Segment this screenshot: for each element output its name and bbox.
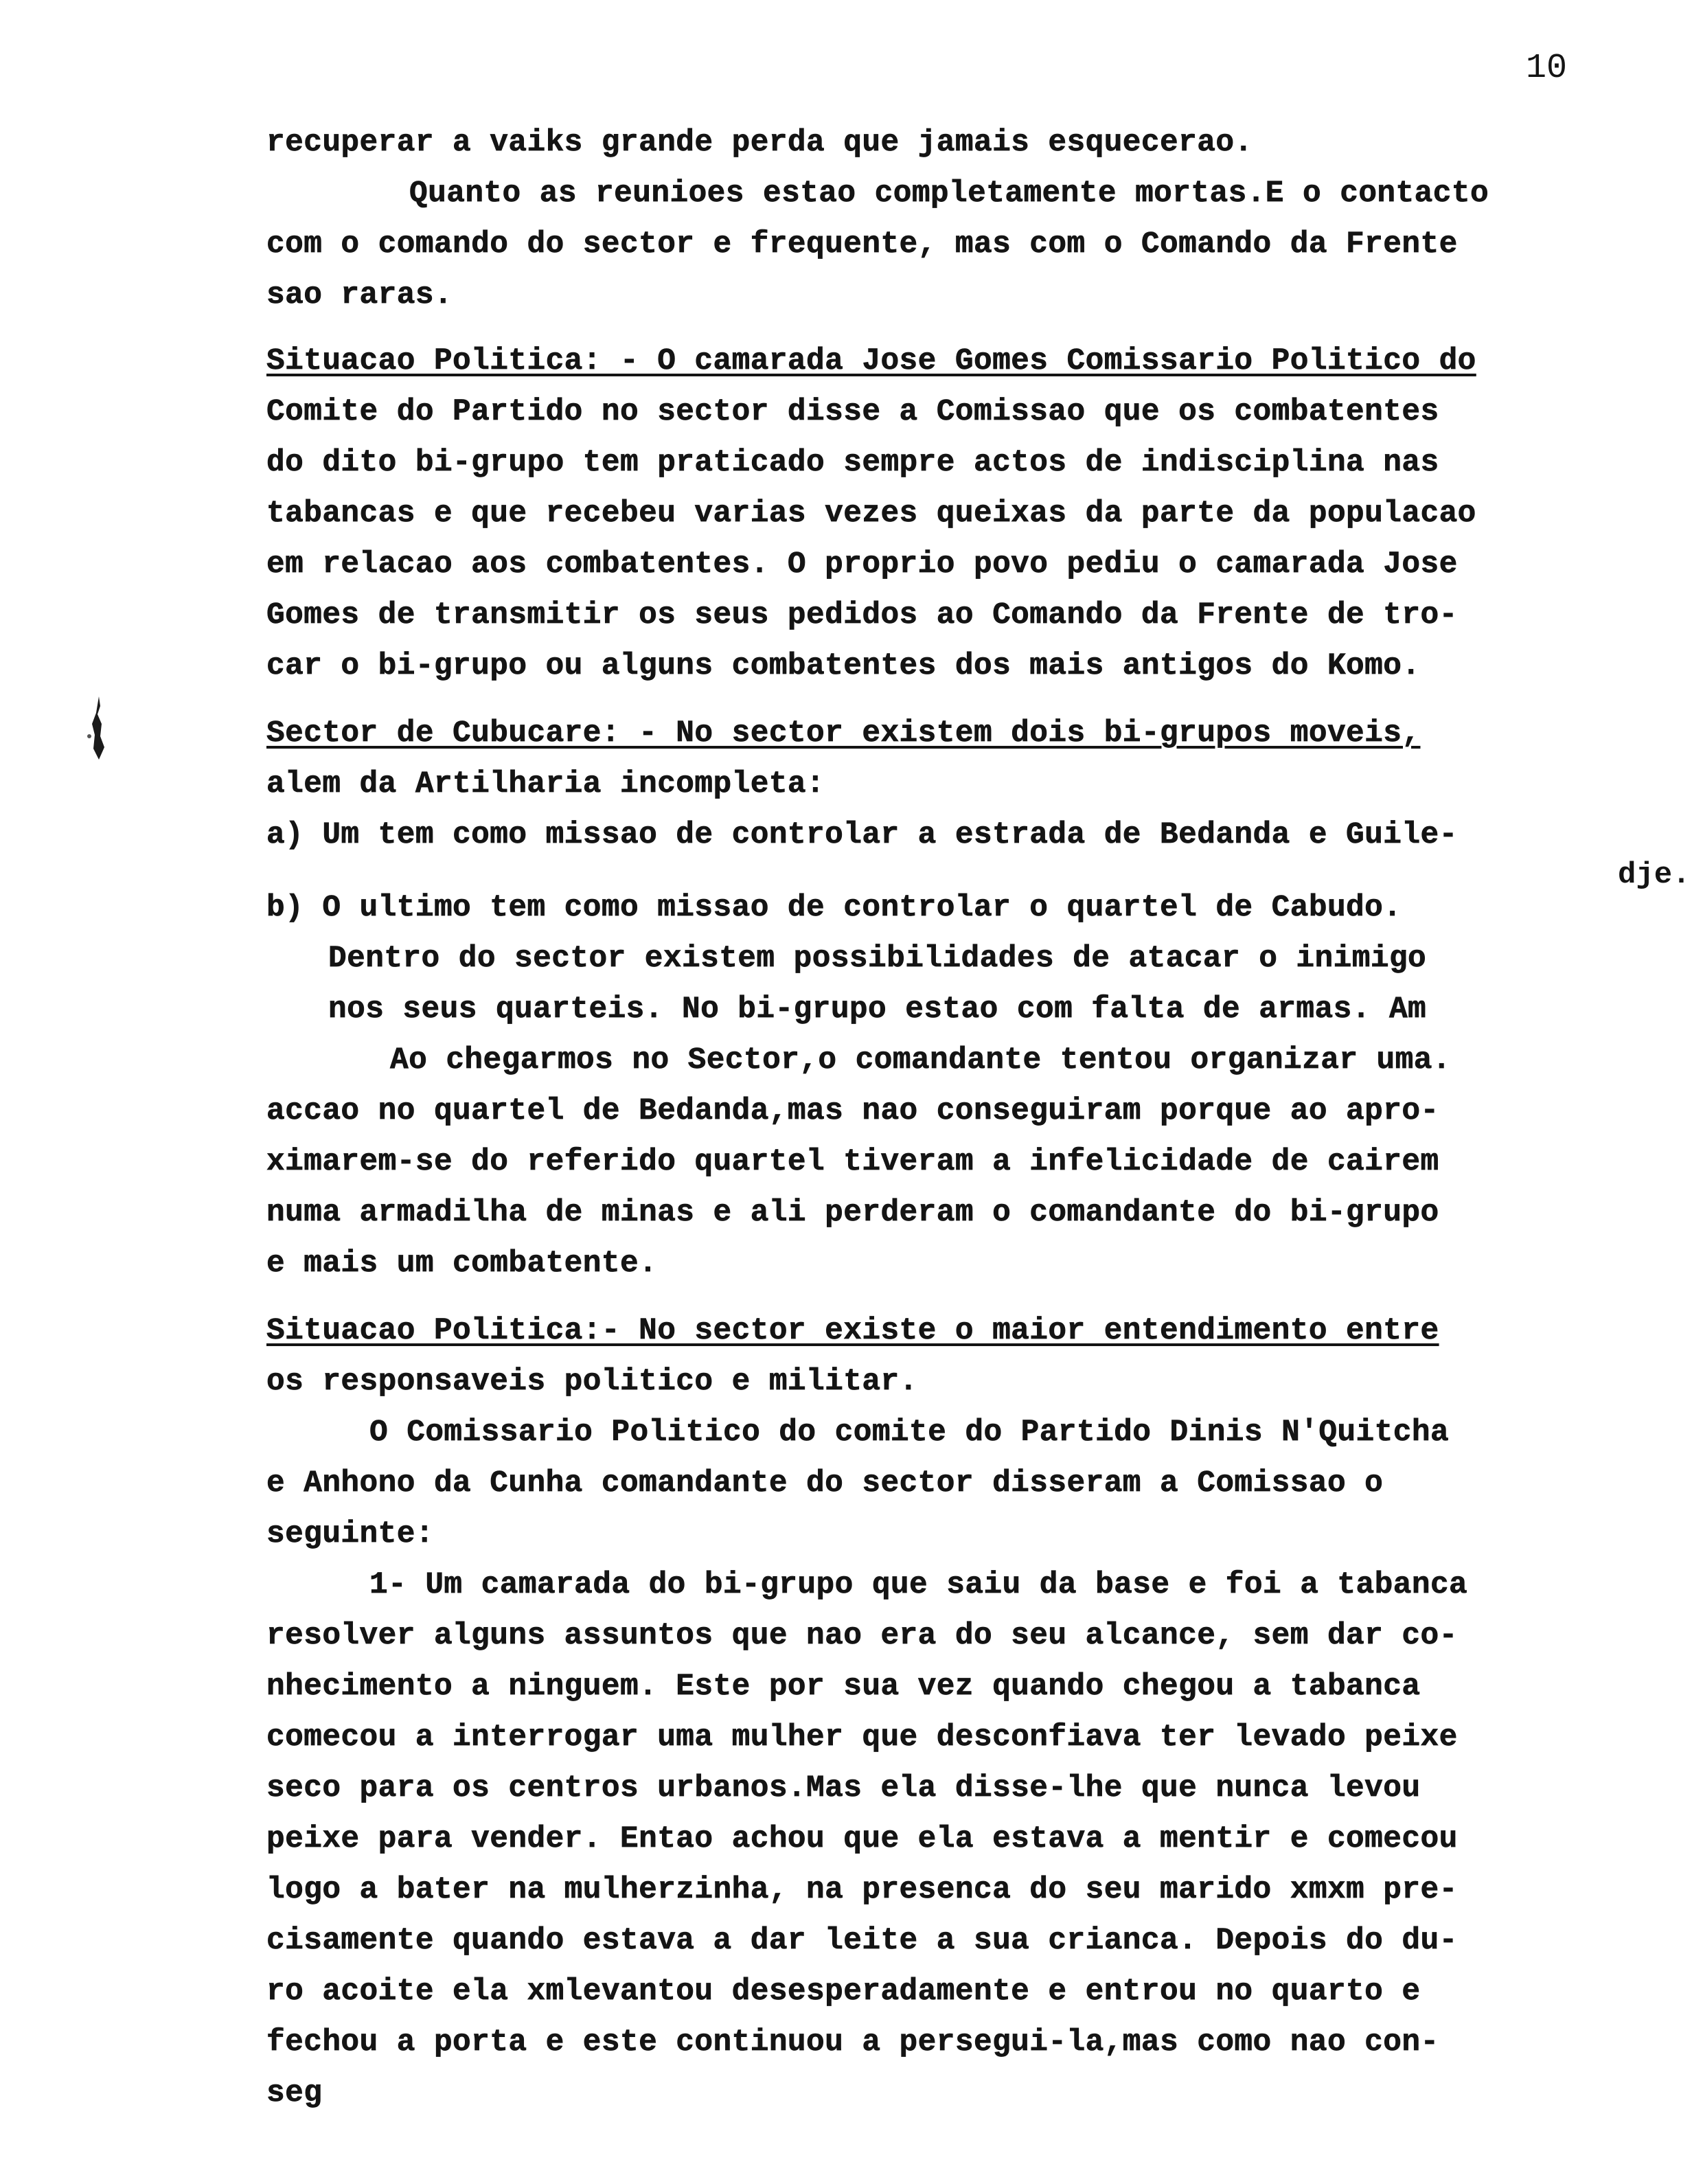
text-line: seguinte: <box>266 1517 434 1551</box>
text-line: alem da Artilharia incompleta: <box>266 767 825 801</box>
text-line: numa armadilha de minas e ali perderam o comandante do bi-grupo <box>266 1196 1439 1230</box>
text-line: fechou a porta e este continuou a persegui-la,mas como nao con- <box>266 2025 1439 2060</box>
text-line-continuation: dje. <box>1618 858 1691 892</box>
text-line: Comite do Partido no sector disse a Comissao que os combatentes <box>266 395 1439 429</box>
text-line: seg <box>266 2076 323 2111</box>
text-line: com o comando do sector e frequente, mas com o Comando da Frente <box>266 227 1458 262</box>
text-line: 1- Um camarada do bi-grupo que saiu da base e foi a tabanca <box>369 1568 1468 1602</box>
list-item-b: b) O ultimo tem como missao de controlar o quartel de Cabudo. <box>266 891 1402 925</box>
text-line: Gomes de transmitir os seus pedidos ao Comando da Frente de tro- <box>266 598 1458 633</box>
text-line: recuperar a vaiks grande perda que jamais esquecerao. <box>266 126 1253 160</box>
text-line: nhecimento a ninguem. Este por sua vez quando chegou a tabanca <box>266 1670 1421 1704</box>
text-line: tabancas e que recebeu varias vezes queixas da parte da populacao <box>266 497 1476 531</box>
text-line: nos seus quarteis. No bi-grupo estao com falta de armas. Am <box>328 992 1427 1027</box>
text-line: em relacao aos combatentes. O proprio povo pediu o camarada Jose <box>266 547 1458 582</box>
text-line: accao no quartel de Bedanda,mas nao conseguiram porque ao apro- <box>266 1094 1439 1128</box>
text-line: ro acoite ela xmlevantou desesperadamente e entrou no quarto e <box>266 1975 1421 2009</box>
text-line: resolver alguns assuntos que nao era do seu alcance, sem dar co- <box>266 1619 1458 1653</box>
text-line: comecou a interrogar uma mulher que desconfiava ter levado peixe <box>266 1720 1458 1755</box>
text-line: O Comissario Politico do comite do Partido Dinis N'Quitcha <box>369 1415 1450 1450</box>
punch-hole-mark <box>84 694 111 762</box>
text-line: os responsaveis politico e militar. <box>266 1365 918 1399</box>
text-line: ximarem-se do referido quartel tiveram a infelicidade de cairem <box>266 1145 1439 1179</box>
text-line: cisamente quando estava a dar leite a sua crianca. Depois do du- <box>266 1924 1458 1958</box>
page-number: 10 <box>1526 49 1568 88</box>
text-line: Ao chegarmos no Sector,o comandante tentou organizar uma. <box>390 1043 1451 1078</box>
text-line: Quanto as reunioes estao completamente mortas.E o contacto <box>409 177 1489 211</box>
text-line: car o bi-grupo ou alguns combatentes dos mais antigos do Komo. <box>266 649 1421 683</box>
text-line: logo a bater na mulherzinha, na presenca do seu marido xmxm pre- <box>266 1873 1458 1907</box>
section-heading-line: Sector de Cubucare: - No sector existem dois bi-grupos moveis, <box>266 716 1421 751</box>
text-line: seco para os centros urbanos.Mas ela disse-lhe que nunca levou <box>266 1771 1421 1806</box>
text-line: e mais um combatente. <box>266 1247 658 1281</box>
section-heading-line: Situacao Politica:- No sector existe o maior entendimento entre <box>266 1314 1439 1348</box>
text-line: e Anhono da Cunha comandante do sector disseram a Comissao o <box>266 1466 1384 1501</box>
text-line: sao raras. <box>266 278 453 312</box>
text-line: Dentro do sector existem possibilidades de atacar o inimigo <box>328 942 1427 976</box>
list-item-a: a) Um tem como missao de controlar a estrada de Bedanda e Guile- <box>266 818 1458 852</box>
text-line: do dito bi-grupo tem praticado sempre actos de indisciplina nas <box>266 446 1439 480</box>
section-heading-line: Situacao Politica: - O camarada Jose Gomes Comissario Politico do <box>266 344 1476 378</box>
text-line: peixe para vender. Entao achou que ela estava a mentir e comecou <box>266 1822 1458 1856</box>
